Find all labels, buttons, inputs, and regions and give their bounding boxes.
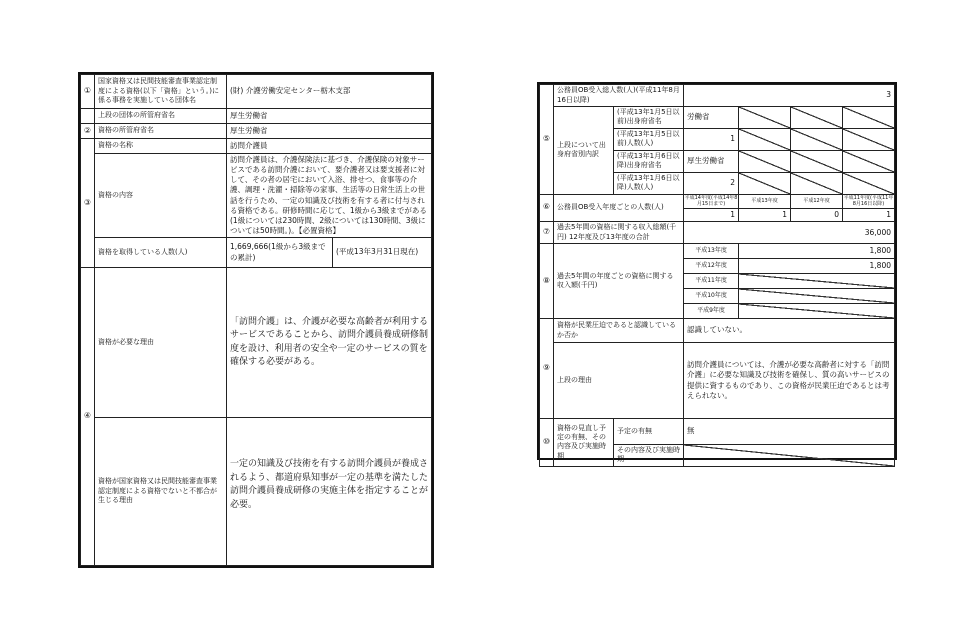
- q2-row: [81, 124, 432, 139]
- q6-value-0: 1: [684, 209, 739, 222]
- q4-reason-value: 「訪問介護」は、介護が必要な高齢者が利用するサービスであることから、訪問介護員養成研修制度を設け、利用者の安全や一定のサービスの質を確保する必要がある。: [227, 268, 432, 418]
- q1-row: [81, 75, 432, 109]
- q7-label: 過去5年間の資格に関する収入総額(千円) 12年度及び13年度の合計: [554, 222, 684, 244]
- right-table: [539, 84, 895, 467]
- q10-plan-label: 予定の有無: [614, 419, 684, 445]
- q2-label: 資格の所管府省名: [95, 124, 227, 139]
- q10-number: ⑩: [540, 419, 554, 467]
- q8-value-2: [739, 274, 895, 289]
- q3-name-label: 資格の名称: [95, 139, 227, 154]
- q4-why-value: 一定の知識及び技術を有する訪問介護員が養成されるよう、都道府県知事が一定の基準を満たした訪問介護員養成研修の実施主体を指定することが必要。: [227, 418, 432, 566]
- q5-row-2-label: (平成13年1月6日以降)出身府省名: [614, 150, 684, 172]
- parent-ministry-value: 厚生労働省: [227, 109, 432, 124]
- q4-reason-row: [81, 268, 432, 418]
- q5-row-3-label: (平成13年1月6日以降)人数(人): [614, 172, 684, 194]
- parent-ministry-row: [81, 109, 432, 124]
- q8-value-3: [739, 289, 895, 304]
- parent-ministry-label: 上段の団体の所管府省名: [95, 109, 227, 124]
- q3-holders-row: [81, 238, 432, 268]
- q8-label: 過去5年間の年度ごとの資格に関する収入額(千円): [554, 244, 684, 319]
- q3-holders-label: 資格を取得している人数(人): [95, 238, 227, 268]
- q8-year-4: 平成9年度: [684, 304, 739, 319]
- q9-value: 認識していない。: [684, 319, 895, 343]
- q7-value: 36,000: [684, 222, 895, 244]
- q4-number: ④: [81, 268, 95, 566]
- q5-row-0-label: (平成13年1月5日以前)出身府省名: [614, 107, 684, 129]
- q3-content-value: 訪問介護員は、介護保険法に基づき、介護保険の対象サービスである訪問介護において、要介護者又は要支援者に対して、その者の居宅において入浴、排せつ、食事等の介護、調理・洗濯・掃除等の家事、生活等の日常生活上の世話を行うため、一定の知識及び技術を有する者に付与される資格である。研修時間に応じて、1級から3級までがある(1級については230時間、2級については130時間、3級については50時間。)。【必置資格】: [227, 154, 432, 238]
- q7-number: ⑦: [540, 222, 554, 244]
- q9-row: [540, 319, 895, 343]
- q6-value-1: 1: [739, 209, 791, 222]
- q5-row-0: [540, 107, 895, 129]
- q10-plan-value: 無: [684, 419, 895, 445]
- q3-holders-date: (平成13年3月31日現在): [333, 238, 432, 268]
- q8-year-3: 平成10年度: [684, 289, 739, 304]
- q5-row-3-value: 2: [684, 172, 739, 194]
- q9-reason-value: 訪問介護員については、介護が必要な高齢者に対する「訪問介護」に必要な知識及び技術を確保し、質の高いサービスの提供に資するものであり、この資格が民業圧迫であるとは考えられない。: [684, 343, 895, 419]
- q1-number: ①: [81, 75, 95, 109]
- q5-number: ⑤: [540, 85, 554, 195]
- q10-detail-label: その内容及び実施時期: [614, 445, 684, 467]
- q6-label: 公務員OB受入年度ごとの人数(人): [554, 194, 684, 222]
- q8-year-0: 平成13年度: [684, 244, 739, 259]
- q5-upper-label: 上段について出身府省別内訳: [554, 107, 614, 195]
- q6-years-row: [540, 194, 895, 209]
- q3-number: ③: [81, 139, 95, 268]
- q3-holders-value: 1,669,666(1級から3級までの累計): [227, 238, 333, 268]
- q5-total: 3: [684, 85, 895, 107]
- q5-row-1-value: 1: [684, 128, 739, 150]
- q4-reason-label: 資格が必要な理由: [95, 268, 227, 418]
- q8-year-2: 平成11年度: [684, 274, 739, 289]
- q8-value-4: [739, 304, 895, 319]
- q7-row: [540, 222, 895, 244]
- q6-year-1: 平成13年度: [739, 194, 791, 209]
- q5-row-2-value: 厚生労働省: [684, 150, 739, 172]
- q9-number: ⑨: [540, 319, 554, 419]
- q8-year-1: 平成12年度: [684, 259, 739, 274]
- q6-year-3: 平成11年度(平成11年8月16日以降): [843, 194, 894, 208]
- q6-year-2: 平成12年度: [791, 194, 843, 209]
- q6-value-3: 1: [843, 209, 895, 222]
- q3-name-row: [81, 139, 432, 154]
- q2-number: ②: [81, 124, 95, 139]
- right-sheet: [537, 82, 897, 464]
- q2-value: 厚生労働省: [227, 124, 432, 139]
- q4-why-label: 資格が国家資格又は民間技能審査事業認定制度による資格でないと不都合が生じる理由: [95, 418, 227, 566]
- q3-content-label: 資格の内容: [95, 154, 227, 238]
- q8-value-1: 1,800: [739, 259, 895, 274]
- q5-total-row: [540, 85, 895, 107]
- q9-label: 資格が民業圧迫であると認識しているか否か: [554, 319, 684, 343]
- q6-number: ⑥: [540, 194, 554, 222]
- q4-why-row: [81, 418, 432, 566]
- q9-reason-row: [540, 343, 895, 419]
- q6-value-2: 0: [791, 209, 843, 222]
- q8-row-0: [540, 244, 895, 259]
- q8-number: ⑧: [540, 244, 554, 319]
- q3-content-row: [81, 154, 432, 238]
- q6-year-0: 平成14年度(平成14年8月15日まで): [684, 194, 738, 208]
- q3-name-value: 訪問介護員: [227, 139, 432, 154]
- q1-label: 国家資格又は民間技能審査事業認定制度による資格(以下「資格」という。)に係る事務を実施している団体名: [95, 75, 227, 109]
- q5-label: 公務員OB受入総人数(人)(平成11年8月16日以降): [554, 85, 684, 107]
- q5-row-0-value: 労働省: [684, 107, 739, 129]
- q1-value: (財) 介護労働安定センター栃木支部: [227, 75, 432, 109]
- q8-value-0: 1,800: [739, 244, 895, 259]
- left-table: [80, 74, 432, 566]
- q10-plan-row: [540, 419, 895, 445]
- q10-label: 資格の見直し予定の有無、その内容及び実施時期: [554, 419, 614, 467]
- q9-reason-label: 上段の理由: [554, 343, 684, 419]
- left-sheet: [78, 72, 434, 568]
- q5-row-1-label: (平成13年1月5日以前)人数(人): [614, 128, 684, 150]
